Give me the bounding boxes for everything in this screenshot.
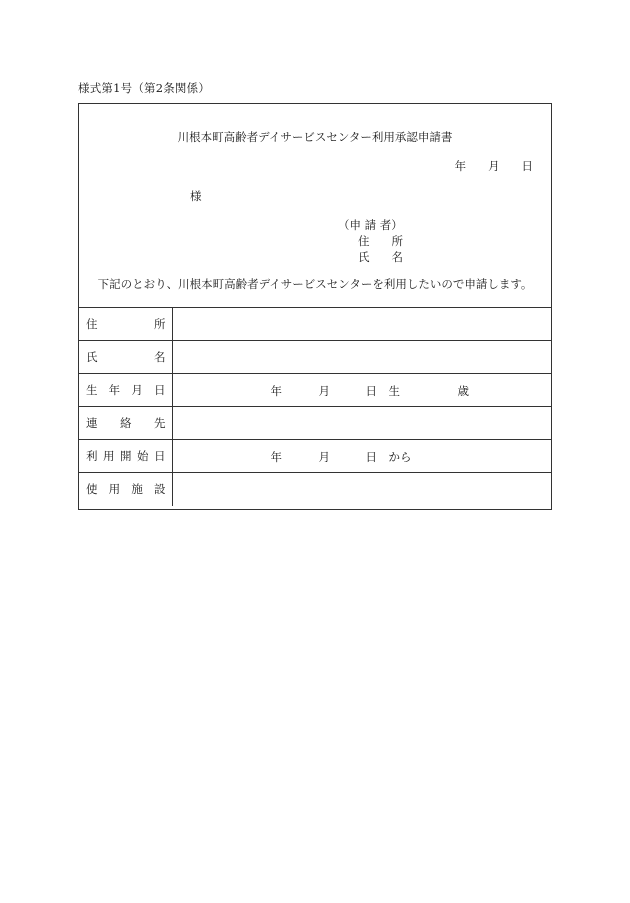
table-row: [79, 407, 551, 440]
birth-day-label: 日: [365, 384, 377, 398]
table-row: [79, 374, 551, 407]
birth-born-label: 生: [388, 384, 400, 398]
contact-field[interactable]: [172, 407, 551, 440]
table-row: [79, 473, 551, 506]
start-year-label: 年: [270, 450, 282, 464]
applicant-name-char2: 名: [391, 250, 403, 264]
facility-field[interactable]: [172, 473, 551, 506]
applicant-block: [338, 217, 403, 265]
label-start-date: 利用開始日: [79, 440, 172, 473]
body-text: 下記のとおり、川根本町高齢者デイサービスセンターを利用したいので申請します。: [97, 277, 533, 291]
date-year-label: 年: [454, 159, 467, 173]
address-field[interactable]: [172, 308, 551, 341]
applicant-name-char1: 氏: [358, 250, 370, 264]
birth-year-label: 年: [270, 384, 282, 398]
label-facility: 使用施設: [79, 473, 172, 506]
date-line: [455, 158, 533, 174]
date-month-label: 月: [488, 159, 500, 173]
application-form: [78, 103, 552, 510]
start-month-label: 月: [318, 450, 330, 464]
date-day-label: 日: [521, 159, 533, 173]
applicant-address-char1: 住: [358, 234, 370, 248]
table-row: [79, 440, 551, 473]
document-title: 川根本町高齢者デイサービスセンター利用承認申請書: [177, 130, 453, 144]
start-date-field[interactable]: [172, 440, 551, 473]
fields-table: [79, 307, 551, 506]
applicant-name-label: [338, 249, 403, 265]
table-row: [79, 341, 551, 374]
form-number: 様式第1号（第2条関係）: [78, 81, 211, 95]
applicant-address-char2: 所: [391, 234, 403, 248]
label-name: 氏名: [79, 341, 172, 374]
table-row: [79, 308, 551, 341]
applicant-label: （申 請 者）: [338, 218, 403, 232]
start-day-label: 日: [365, 450, 377, 464]
birth-month-label: 月: [318, 384, 330, 398]
applicant-address-label: [338, 233, 403, 249]
label-contact: 連絡先: [79, 407, 172, 440]
start-from-label: から: [388, 450, 412, 464]
age-label: 歳: [457, 384, 469, 398]
birthdate-field[interactable]: [172, 374, 551, 407]
label-birthdate: 生年月日: [79, 374, 172, 407]
name-field[interactable]: [172, 341, 551, 374]
addressee-suffix: 様: [190, 189, 202, 203]
label-address: 住所: [79, 308, 172, 341]
